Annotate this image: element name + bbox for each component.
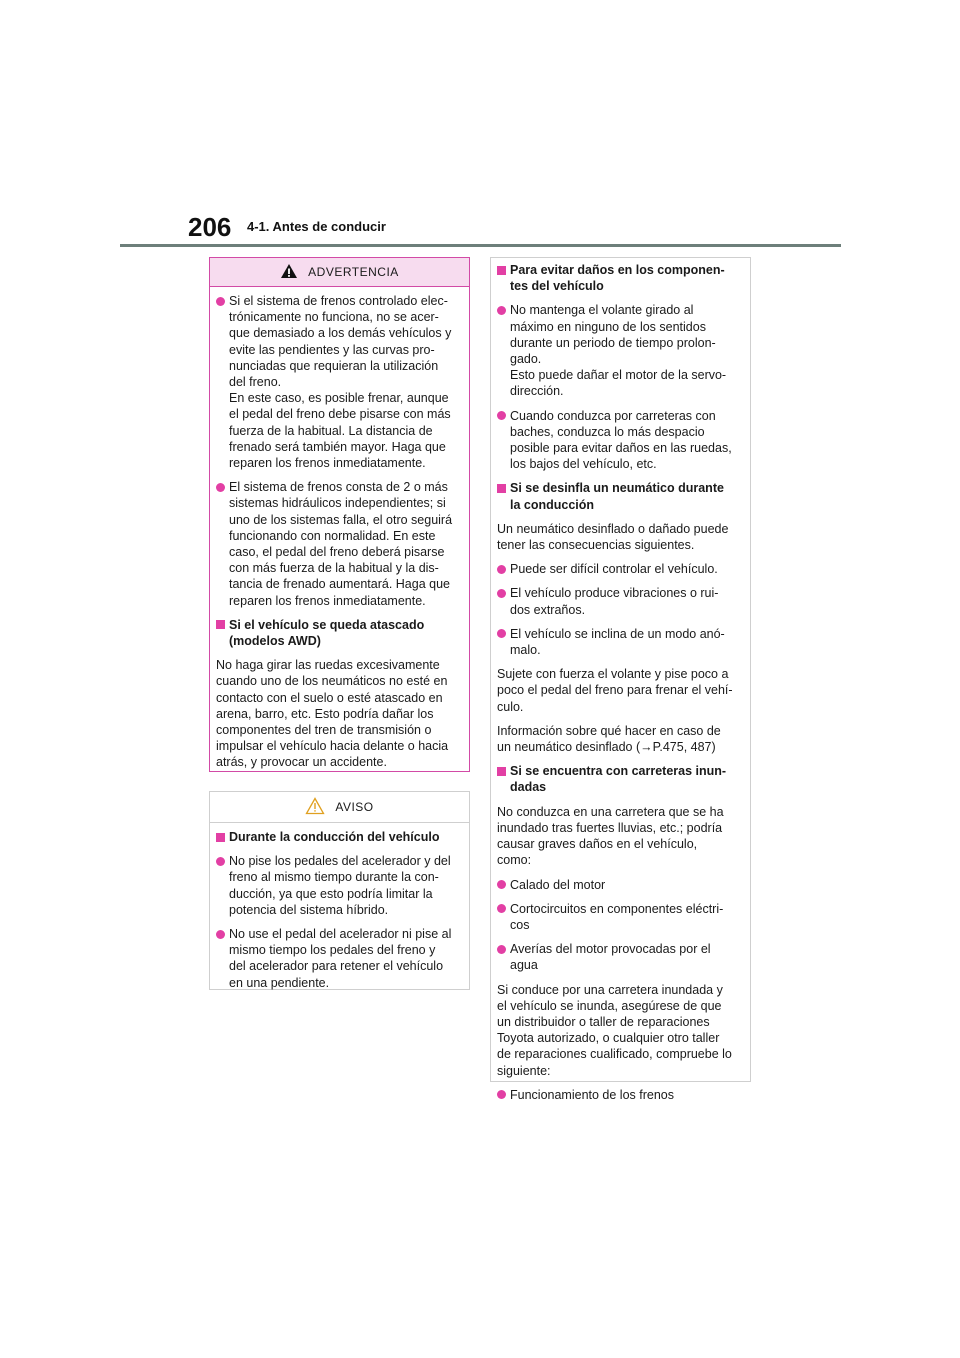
paragraph: Un neumático desinflado o dañado puede tener las consecuencias siguientes. <box>497 521 729 553</box>
notice-box <box>209 791 470 990</box>
bullet-dot-icon <box>497 302 510 318</box>
bullet-dot-icon <box>216 926 229 942</box>
notice-title: AVISO <box>335 800 374 814</box>
list-item: No use el pedal del acelerador ni pise al mismo tiempo los pedales del freno y del acelerador para retener el vehículo en una pendiente. <box>216 926 463 991</box>
subheading: Durante la conducción del vehículo <box>216 829 463 845</box>
page-number: 206 <box>188 212 232 242</box>
list-item: El sistema de frenos consta de 2 o más sistemas hidráulicos independientes; si uno de los sistemas falla, el otro seguirá funcionando con normalidad. En este caso, el pedal del freno deberá pisarse con más fuerza de la habitual y la dis- tancia de frenado aumentará. Haga que reparen los frenos inmediatamente. <box>216 479 463 609</box>
list-item: El vehículo produce vibraciones o rui- dos extraños. <box>497 585 744 617</box>
list-item: No mantenga el volante girado al máximo en ninguno de los sentidos durante un periodo de tiempo prolon- gado. Esto puede dañar el motor de la servo- dirección. <box>497 302 744 399</box>
warning-box <box>209 257 470 772</box>
subheading: Si se encuentra con carreteras inun- dadas <box>497 763 744 795</box>
bullet-square-icon <box>497 262 510 278</box>
caution-triangle-icon <box>305 797 325 818</box>
bullet-dot-icon <box>497 408 510 424</box>
bullet-square-icon <box>216 829 229 845</box>
warning-header <box>210 258 469 287</box>
right-column-box <box>490 257 751 1102</box>
bullet-square-icon <box>497 763 510 779</box>
paragraph: No haga girar las ruedas excesivamente cuando uno de los neumáticos no esté en contacto con el suelo o esté atascado en arena, barro, etc. Esto podría dañar los componentes del tren de transmisión o impulsar el vehículo hacia delante o hacia atrás, y provocar un accidente. <box>216 658 449 770</box>
list-item: El vehículo se inclina de un modo anó- malo. <box>497 626 744 658</box>
notice-header <box>210 792 469 823</box>
bullet-dot-icon <box>497 941 510 957</box>
header-rule <box>120 244 841 247</box>
list-item: Puede ser difícil controlar el vehículo. <box>497 561 744 577</box>
bullet-dot-icon <box>497 1087 510 1103</box>
list-item: No pise los pedales del acelerador y del freno al mismo tiempo durante la con- ducción, ya que esto podría limitar la potencia del sistema híbrido. <box>216 853 463 918</box>
paragraph: Información sobre qué hacer en caso de un neumático desinflado (→P.475, 487) <box>497 723 721 755</box>
warning-triangle-icon <box>280 263 298 282</box>
paragraph: Si conduce por una carretera inundada y el vehículo se inunda, asegúrese de que un distribuidor o taller de reparaciones Toyota autorizado, o cualquier otro taller de reparaciones cualificado, compruebe lo siguiente: <box>497 982 732 1078</box>
bullet-dot-icon <box>497 877 510 893</box>
list-item: Calado del motor <box>497 877 744 893</box>
subheading: Si el vehículo se queda atascado (modelos AWD) <box>216 617 463 649</box>
bullet-square-icon <box>497 480 510 496</box>
list-item: Averías del motor provocadas por el agua <box>497 941 744 973</box>
bullet-dot-icon <box>216 853 229 869</box>
bullet-dot-icon <box>497 561 510 577</box>
list-item: Cortocircuitos en componentes eléctri- cos <box>497 901 744 933</box>
list-item: Si el sistema de frenos controlado elec- trónicamente no funciona, no se acer- que demasiado a los demás vehículos y evite las pendientes y las curvas pro- nunciadas que requieran la utilización del freno. En este caso, es posible frenar, aunque el pedal del freno debe pisarse con más fuerza de la habitual. La distancia de frenado será también mayor. Haga que reparen los frenos inmediatamente. <box>216 293 463 471</box>
subheading: Para evitar daños en los componen- tes del vehículo <box>497 262 744 294</box>
bullet-dot-icon <box>216 479 229 495</box>
list-item: Cuando conduzca por carreteras con baches, conduzca lo más despacio posible para evitar daños en las ruedas, los bajos del vehículo, etc. <box>497 408 744 473</box>
bullet-dot-icon <box>497 901 510 917</box>
bullet-dot-icon <box>497 626 510 642</box>
paragraph: Sujete con fuerza el volante y pise poco a poco el pedal del freno para frenar el vehí- culo. <box>497 667 733 714</box>
list-item: Funcionamiento de los frenos <box>497 1087 744 1103</box>
paragraph: No conduzca en una carretera que se ha inundado tras fuertes lluvias, etc.; podría causar graves daños en el vehículo, como: <box>497 804 724 868</box>
bullet-square-icon <box>216 617 229 633</box>
warning-title: ADVERTENCIA <box>308 265 399 279</box>
subheading: Si se desinfla un neumático durante la conducción <box>497 480 744 512</box>
bullet-dot-icon <box>497 585 510 601</box>
bullet-dot-icon <box>216 293 229 309</box>
section-title: 4-1. Antes de conducir <box>247 219 386 234</box>
